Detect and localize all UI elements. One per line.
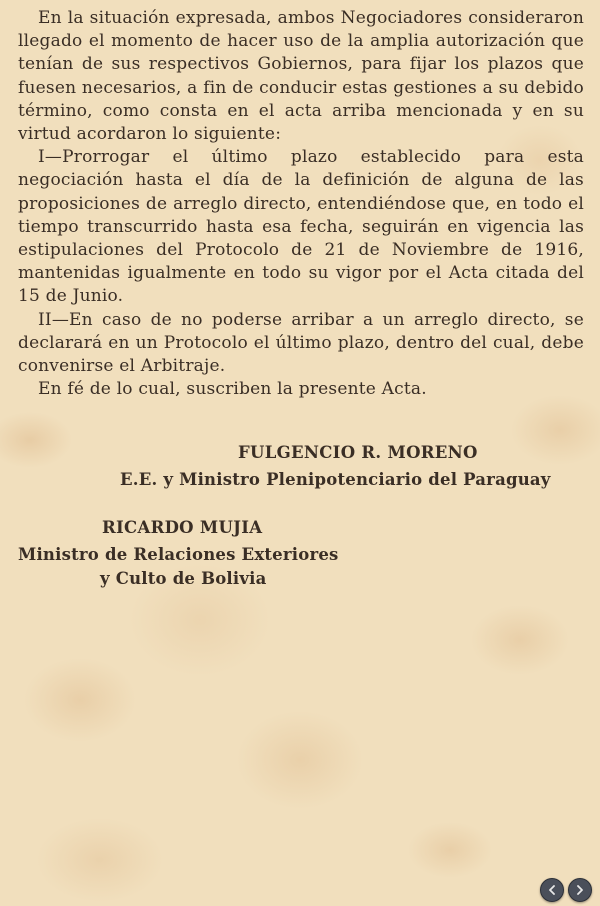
paragraph-intro: En la situación expresada, ambos Negociadores consideraron llegado el momento de hacer uso de la amplia autorización que tenían de sus respectivos Gobiernos, para fijar los plazos que fuesen necesarios, a fin de conducir estas gestiones a su debido término, como consta en el acta arriba mencionada y en su virtud acordaron lo siguiente: <box>18 8 584 145</box>
paragraph-clause-2: II—En caso de no poderse arribar a un arreglo directo, se declarará en un Protocolo el último plazo, dentro del cual, debe convenirse el Arbitraje. <box>18 309 584 377</box>
viewer-navigation <box>540 878 592 902</box>
signatory-2-title-line-2: y Culto de Bolivia <box>100 569 267 588</box>
paragraph-closing: En fé de lo cual, suscriben la presente Acta. <box>38 379 427 400</box>
signatory-1-name: FULGENCIO R. MORENO <box>238 443 478 462</box>
signatory-2-title-line-1: Ministro de Relaciones Exteriores <box>18 545 339 564</box>
signatory-1-title: E.E. y Ministro Plenipotenciario del Paraguay <box>120 470 551 489</box>
document-body <box>18 7 584 401</box>
signatory-2-name: RICARDO MUJIA <box>102 518 263 537</box>
paragraph-clause-1: I—Prorrogar el último plazo establecido para esta negociación hasta el día de la definición de alguna de las proposiciones de arreglo directo, entendiéndose que, en todo el tiempo transcurrido hasta esa fecha, seguirán en vigencia las estipulaciones del Protocolo de 21 de Noviembre de 1916, mantenidas igualmente en todo su vigor por el Acta citada del 15 de Junio. <box>18 147 584 307</box>
arrow-right-icon[interactable] <box>568 878 592 902</box>
arrow-left-icon[interactable] <box>540 878 564 902</box>
